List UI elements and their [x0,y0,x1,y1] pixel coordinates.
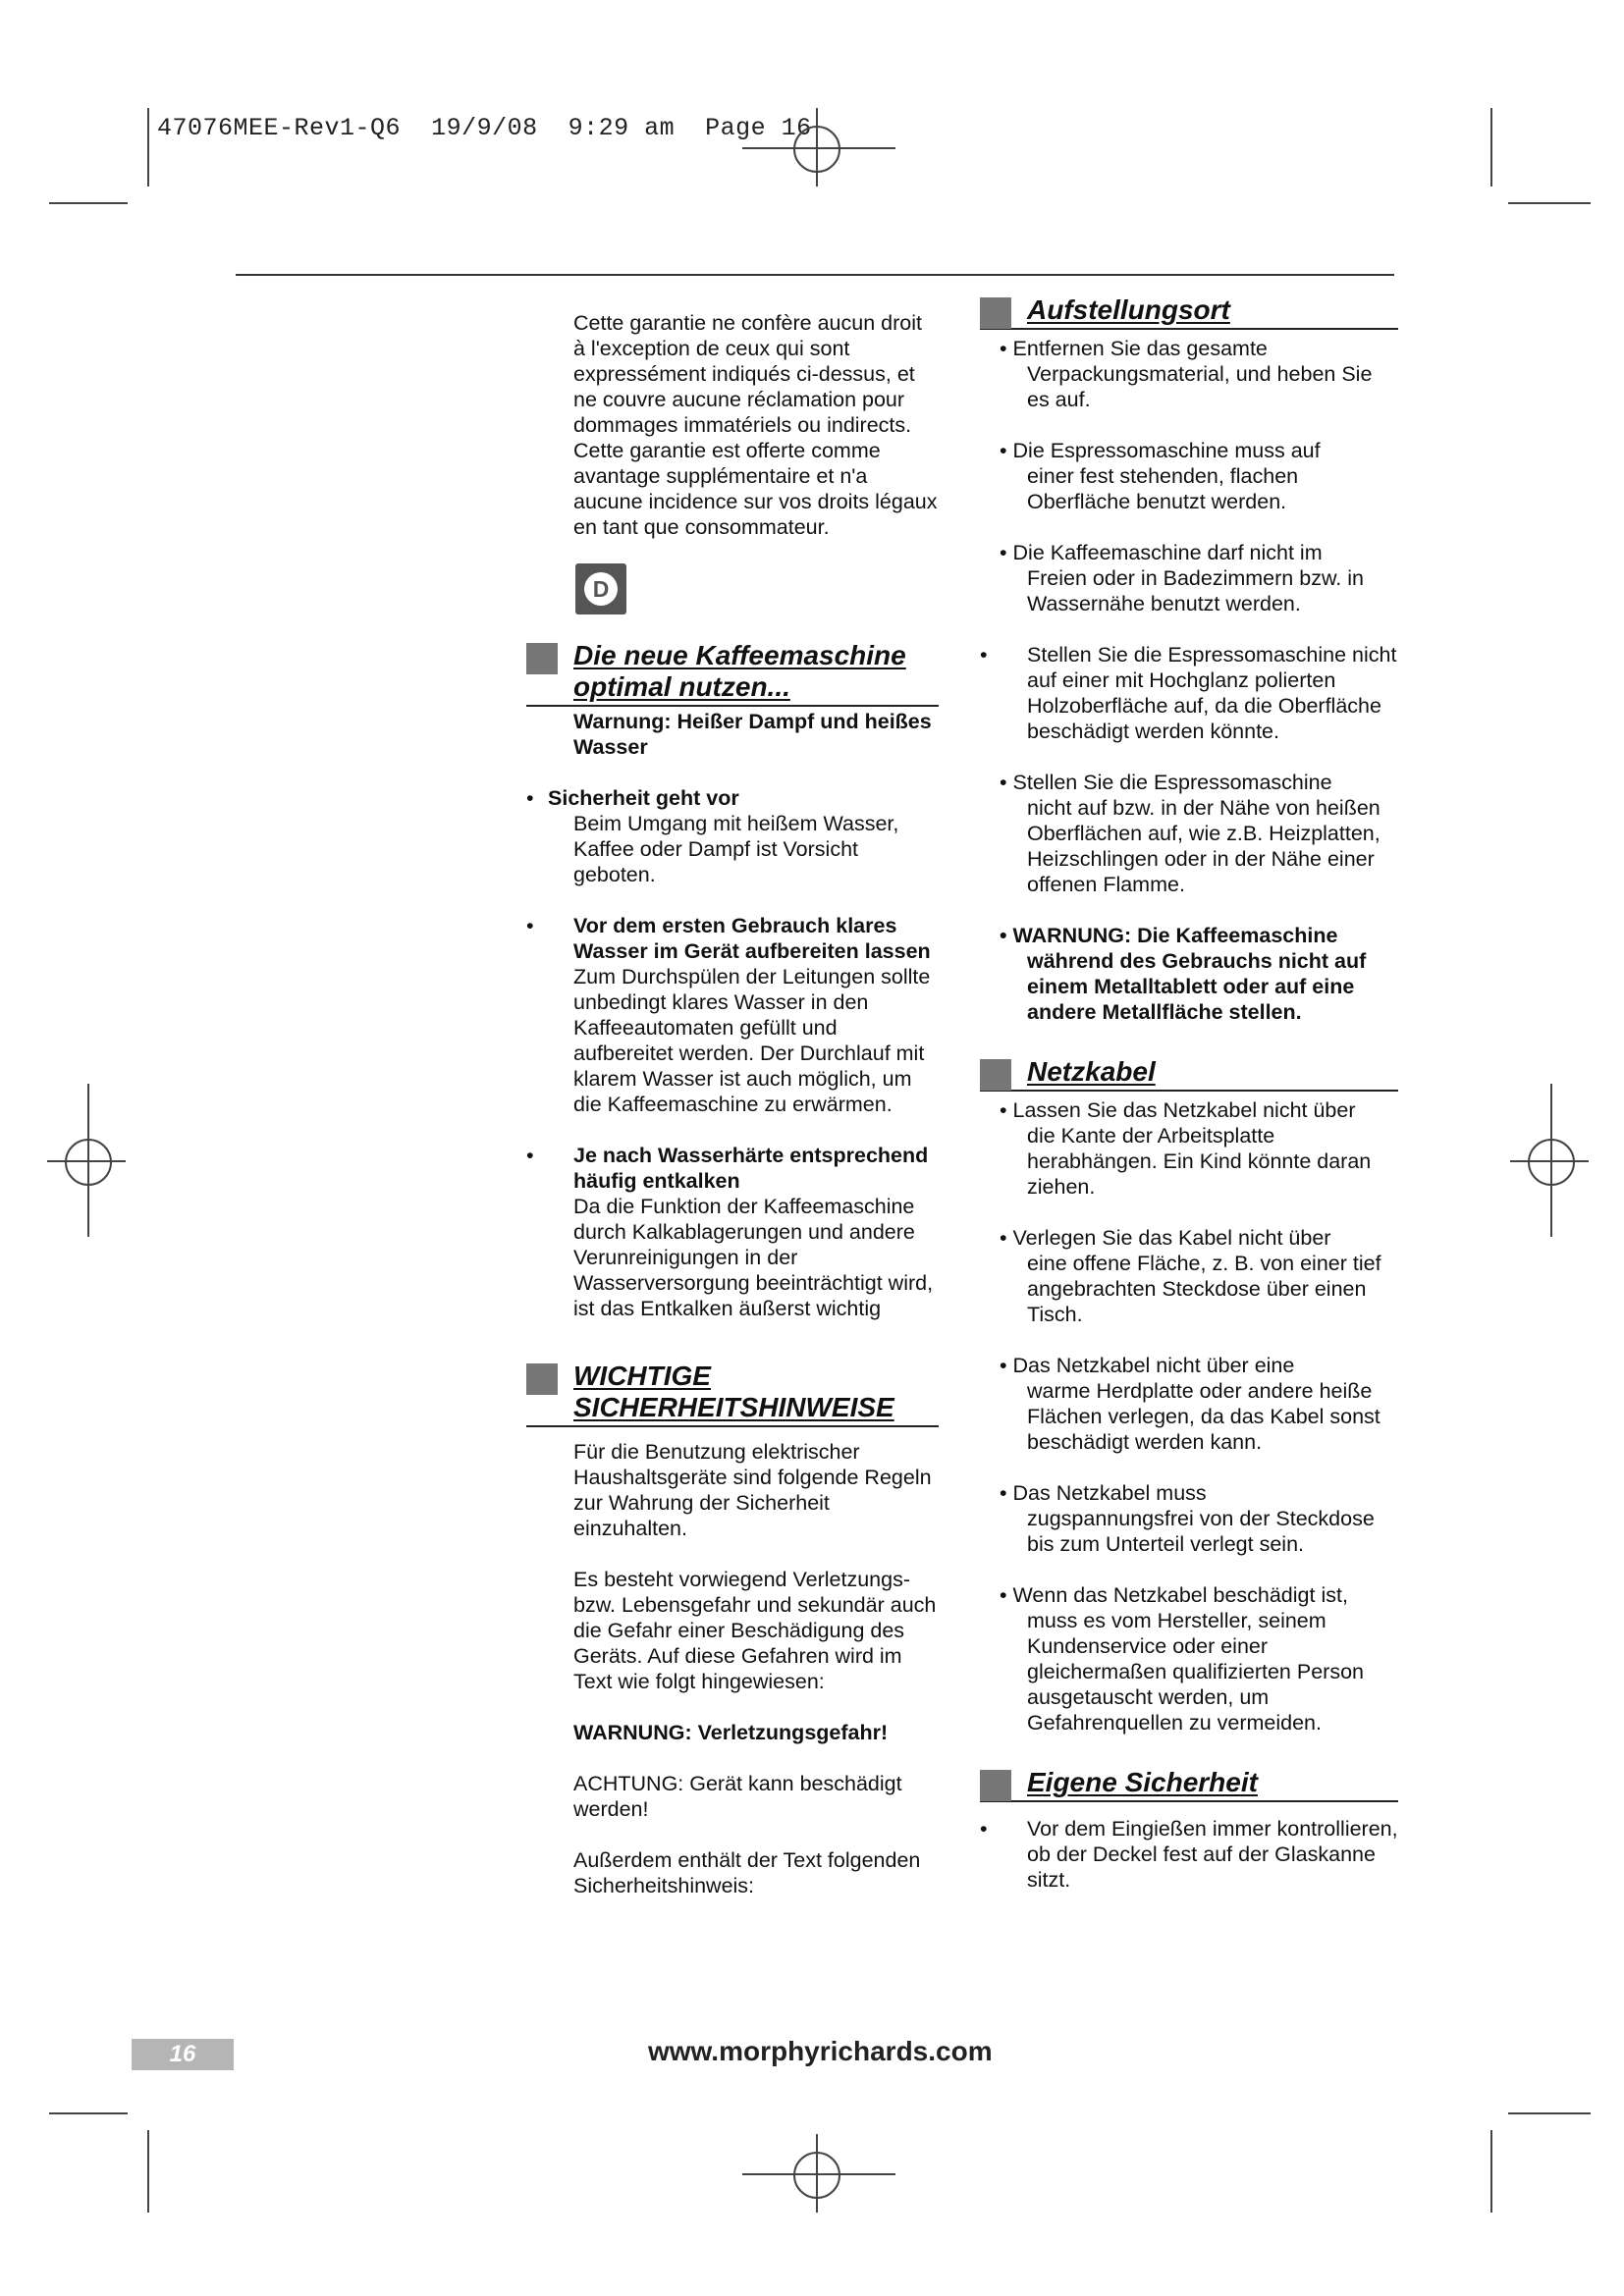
list-item [980,1353,1398,1455]
registration-line [742,147,895,149]
item-text: nicht auf bzw. in der Nähe von heißen Oberflächen auf, wie z.B. Heizplatten, Heizschlingen oder in der Nähe einer offenen Flamme. [1027,796,1380,896]
section-title: Aufstellungsort [1027,294,1230,325]
caution-label: ACHTUNG: Gerät kann beschädigt werden! [573,1772,902,1821]
list-item [980,770,1398,897]
list-item [980,642,1398,744]
section-title: Eigene Sicherheit [1027,1767,1258,1797]
item-text: Stellen Sie die Espressomaschine nicht auf einer mit Hochglanz polierten Holzoberfläche auf, da die Oberfläche beschädigt werden könnte. [1027,643,1397,743]
list-item [526,785,939,887]
item-text: die Kante der Arbeitsplatte herabhängen. Ein Kind könnte daran ziehen. [1027,1124,1372,1199]
item-text: zugspannungsfrei von der Steckdose bis zum Unterteil verlegt sein. [1027,1507,1375,1556]
footer-url: www.morphyrichards.com [648,2036,993,2066]
item-text: Zum Durchspülen der Leitungen sollte unbedingt klares Wasser in den Kaffeeautomaten gefüllt und aufbereitet werden. Der Durchlauf mit klarem Wasser ist auch möglich, um die Kaffeemaschine zu erwärmen. [573,965,931,1116]
crop-mark [1508,202,1591,204]
item-text: muss es vom Hersteller, seinem Kundenservice oder einer gleichermaßen qualifizierten Person ausgetauscht werden, um Gefahrenquellen zu vermeiden. [1027,1609,1364,1735]
print-slug: 47076MEE-Rev1-Q6 19/9/08 9:29 am Page 16 [157,114,812,142]
item-first-line: • Verlegen Sie das Kabel nicht über [1000,1226,1331,1250]
list-item [980,1816,1398,1893]
list-item [526,1143,939,1321]
safety-paragraph: Für die Benutzung elektrischer Haushaltsgeräte sind folgende Regeln zur Wahrung der Sicherheit einzuhalten. [573,1440,932,1540]
crop-mark [147,108,149,187]
item-first-line: • Die Kaffeemaschine darf nicht im [1000,541,1323,564]
right-column [980,294,1398,1893]
list-item [980,923,1398,1025]
item-first-line: • Das Netzkabel muss [1000,1481,1207,1505]
registration-line [1510,1160,1589,1162]
warning-label: WARNUNG: Verletzungsgefahr! [573,1721,889,1744]
item-text: einer fest stehenden, flachen Oberfläche benutzt werden. [1027,464,1299,513]
guarantee-text: Cette garantie ne confère aucun droit à l'exception de ceux qui sont expressément indiqués ci-dessus, et ne couvre aucune réclamation pour dommages immatériels ou indirects. Cette garantie est offerte comme avantage supplémentaire et n'a aucune incidence sur vos droits légaux en tant que consommateur. [573,311,938,539]
list-item [980,1480,1398,1557]
section-heading [980,294,1398,330]
section-heading [980,1767,1398,1802]
item-head: Sicherheit geht vor [548,786,739,810]
item-text: Freien oder in Badezimmern bzw. in Wassernähe benutzt werden. [1027,566,1364,615]
bullet-icon: • [980,1817,988,1841]
bullet-icon: • [980,643,988,667]
bullet-icon: • [526,1144,534,1167]
item-text: warme Herdplatte oder andere heiße Flächen verlegen, da das Kabel sonst beschädigt werden kann. [1027,1379,1380,1454]
crop-mark [147,2130,149,2213]
item-text: Verpackungsmaterial, und heben Sie es auf. [1027,362,1373,411]
top-rule [236,274,1394,276]
item-head: Vor dem ersten Gebrauch klares Wasser im Gerät aufbereiten lassen [573,914,931,963]
item-text: während des Gebrauchs nicht auf einem Metalltablett oder auf eine andere Metallfläche stellen. [1027,949,1367,1024]
page-number: 16 [132,2039,234,2070]
heading-square-icon [980,1770,1011,1801]
item-first-line: • Das Netzkabel nicht über eine [1000,1354,1295,1377]
list-item [980,438,1398,514]
section-title: Die neue Kaffeemaschine optimal nutzen... [573,640,906,702]
item-first-line: • Lassen Sie das Netzkabel nicht über [1000,1098,1356,1122]
heading-square-icon [980,1059,1011,1091]
crop-mark [1490,2130,1492,2213]
registration-line [1550,1084,1552,1237]
list-item [980,1225,1398,1327]
section-title: Netzkabel [1027,1056,1156,1087]
section-heading [980,1056,1398,1092]
bullet-icon: • [526,914,534,937]
registration-line [47,1160,126,1162]
left-column [526,294,939,1898]
item-text: Beim Umgang mit heißem Wasser, Kaffee oder Dampf ist Vorsicht geboten. [573,812,899,886]
registration-line [816,108,818,187]
section-heading [526,1361,939,1427]
crop-mark [1508,2112,1591,2114]
heading-square-icon [526,1363,558,1395]
item-first-line: • Die Espressomaschine muss auf [1000,439,1321,462]
item-first-line: • Stellen Sie die Espressomaschine [1000,771,1332,794]
heading-square-icon [980,297,1011,329]
language-badge-letter: D [584,572,618,606]
item-first-line: • Wenn das Netzkabel beschädigt ist, [1000,1583,1348,1607]
list-item [980,540,1398,616]
registration-line [742,2173,895,2175]
registration-line [87,1084,89,1237]
heading-square-icon [526,643,558,674]
section-subtitle: Warnung: Heißer Dampf und heißes Wasser [573,710,932,759]
safety-paragraph: Außerdem enthält der Text folgenden Sicherheitshinweis: [573,1848,921,1897]
list-item [980,1097,1398,1200]
section-heading [526,640,939,707]
registration-line [816,2134,818,2213]
item-first-line: • WARNUNG: Die Kaffeemaschine [1000,924,1338,947]
list-item [980,336,1398,412]
bullet-icon: • [526,786,534,810]
safety-paragraph: Es besteht vorwiegend Verletzungs- bzw. Lebensgefahr und sekundär auch die Gefahr einer Beschädigung des Geräts. Auf diese Gefahren wird im Text wie folgt hingewiesen: [573,1568,937,1693]
crop-mark [49,2112,128,2114]
item-text: Da die Funktion der Kaffeemaschine durch Kalkablagerungen und andere Verunreinigungen in der Wasserversorgung beeinträchtigt wird, ist das Entkalken äußerst wichtig [573,1195,934,1320]
list-item [980,1582,1398,1735]
section-title-line2: SICHERHEITSHINWEISE [573,1392,894,1422]
crop-mark [1490,108,1492,187]
section-title-line1: WICHTIGE [573,1361,711,1391]
crop-mark [49,202,128,204]
list-item [526,913,939,1117]
item-head: Je nach Wasserhärte entsprechend häufig entkalken [573,1144,929,1193]
item-text: Vor dem Eingießen immer kontrollieren, ob der Deckel fest auf der Glaskanne sitzt. [1027,1817,1398,1892]
item-text: eine offene Fläche, z. B. von einer tief angebrachten Steckdose über einen Tisch. [1027,1252,1381,1326]
language-badge [575,563,626,614]
item-first-line: • Entfernen Sie das gesamte [1000,337,1268,360]
